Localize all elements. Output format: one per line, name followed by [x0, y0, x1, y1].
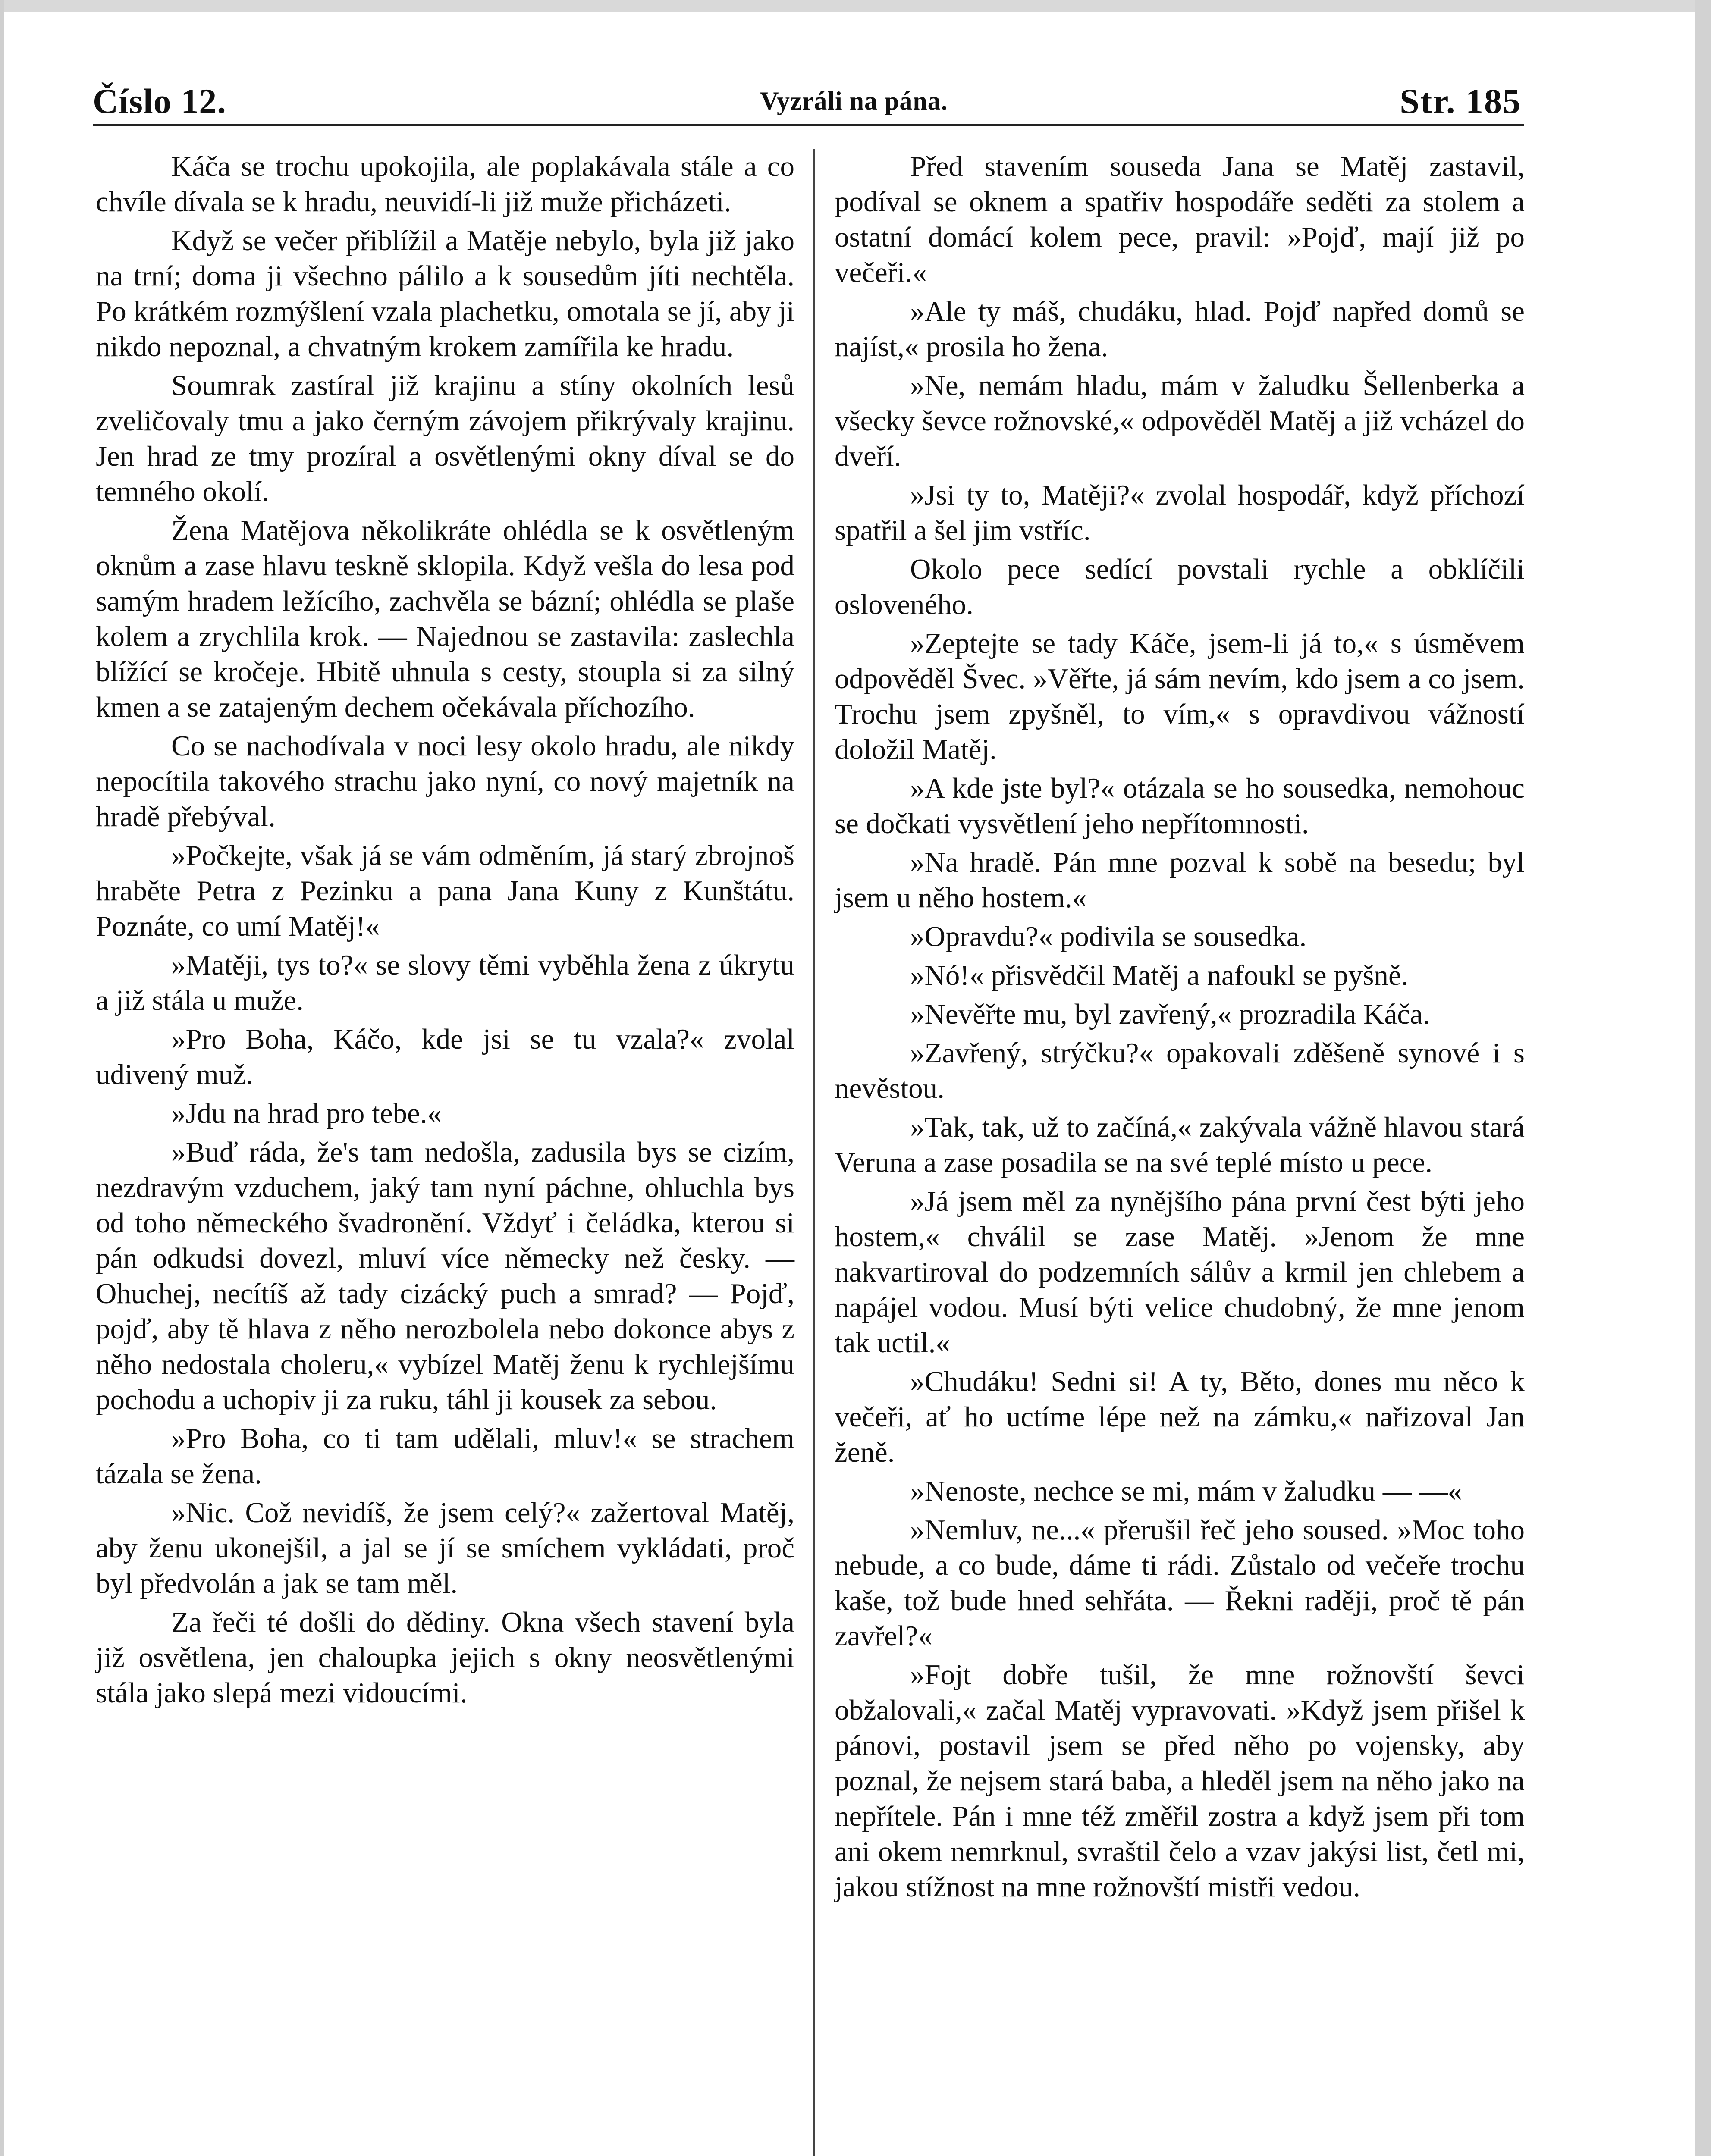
left-column	[96, 149, 794, 1711]
paragraph: »Ale ty máš, chudáku, hlad. Pojď napřed domů se najíst,« prosila ho žena.	[835, 295, 1525, 363]
header-rule	[93, 124, 1524, 126]
paragraph: »Nenoste, nechce se mi, mám v žaludku — —«	[910, 1475, 1463, 1507]
paragraph: »Tak, tak, už to začíná,« zakývala vážně hlavou stará Veruna a zase posadila se na své teplé místo u pece.	[835, 1111, 1525, 1178]
paragraph: Před stavením souseda Jana se Matěj zastavil, podíval se oknem a spatřiv hospodáře seděti za stolem a ostatní domácí kolem pece, pravil: »Pojď, mají již po večeři.«	[835, 150, 1525, 288]
paragraph: »Zavřený, strýčku?« opakovali zděšeně synové i s nevěstou.	[835, 1037, 1525, 1104]
paragraph: Soumrak zastíral již krajinu a stíny okolních lesů zveličovaly tmu a jako černým závojem přikrývaly krajinu. Jen hrad ze tmy prozíral a osvětlenými okny díval se do temného okolí.	[96, 370, 794, 508]
column-divider	[813, 149, 815, 2156]
paragraph: »Počkejte, však já se vám odměním, já starý zbrojnoš hraběte Petra z Pezinku a pana Jana Kuny z Kunštátu. Poznáte, co umí Matěj!«	[96, 840, 794, 942]
paragraph: »Pro Boha, Káčo, kde jsi se tu vzala?« zvolal udivený muž.	[96, 1023, 794, 1091]
paragraph: »Ne, nemám hladu, mám v žaludku Šellenberka a všecky ševce rožnovské,« odpověděl Matěj a již vcházel do dveří.	[835, 370, 1525, 472]
paragraph: »Matěji, tys to?« se slovy těmi vyběhla žena z úkrytu a již stála u muže.	[96, 949, 794, 1016]
right-column	[835, 149, 1525, 1905]
paragraph: »Na hradě. Pán mne pozval k sobě na besedu; byl jsem u něho hostem.«	[835, 846, 1525, 914]
paragraph: »Nó!« přisvědčil Matěj a nafoukl se pyšně.	[910, 959, 1409, 991]
paragraph: Za řeči té došli do dědiny. Okna všech stavení byla již osvětlena, jen chaloupka jejich s okny neosvětlenými stála jako slepá mezi vidoucími.	[96, 1606, 794, 1709]
paragraph: »Buď ráda, že's tam nedošla, zadusila bys se cizím, nezdravým vzduchem, jaký tam nyní páchne, ohluchla bys od toho německého švadronění. Vždyť i čeládka, kterou si pán odkudsi dovezl, mluví více německy než česky. — Ohuchej, necítíš až tady cizácký puch a smrad? — Pojď, pojď, aby tě hlava z něho nerozbolela nebo dokonce abys z něho nedostala choleru,« vybízel Matěj ženu k rychlejšímu pochodu a uchopiv ji za ruku, táhl ji kousek za sebou.	[96, 1136, 794, 1416]
paragraph: »Fojt dobře tušil, že mne rožnovští ševci obžalovali,« začal Matěj vypravovati. »Když jsem přišel k pánovi, postavil jsem se před něho po vojensky, aby poznal, že nejsem stará baba, a hleděl jsem na něho jako na nepřítele. Pán i mne též změřil zostra a když jsem při tom ani okem nemrknul, svraštil čelo a vzav jakýsi list, četl mi, jakou stížnost na mne rožnovští mistři vedou.	[835, 1659, 1525, 1903]
paragraph: »Nic. Což nevidíš, že jsem celý?« zažertoval Matěj, aby ženu ukonejšil, a jal se jí se smíchem vykládati, proč byl předvolán a jak se tam měl.	[96, 1497, 794, 1599]
scan-border-top	[0, 0, 1711, 12]
scan-border-right	[1695, 0, 1711, 2156]
paragraph: »Nemluv, ne...« přerušil řeč jeho soused. »Moc toho nebude, a co bude, dáme ti rádi. Zůstalo od večeře trochu kaše, tož bude hned sehřáta. — Řekni raději, proč tě pán zavřel?«	[835, 1514, 1525, 1652]
paragraph: »A kde jste byl?« otázala se ho sousedka, nemohouc se dočkati vysvětlení jeho nepřítomnosti.	[835, 772, 1525, 840]
issue-number: Číslo 12.	[93, 81, 226, 121]
paragraph: »Opravdu?« podivila se sousedka.	[910, 921, 1307, 953]
running-title: Vyzráli na pána.	[760, 87, 948, 115]
paragraph: Co se nachodívala v noci lesy okolo hradu, ale nikdy nepocítila takového strachu jako nyní, co nový majetník na hradě přebýval.	[96, 730, 794, 833]
paragraph: Žena Matějova několikráte ohlédla se k osvětleným oknům a zase hlavu teskně sklopila. Když vešla do lesa pod samým hradem ležícího, zachvěla se bázní; ohlédla se plaše kolem a zrychlila krok. — Najednou se zastavila: zaslechla blížící se kročeje. Hbitě uhnula s cesty, stoupla si za silný kmen a se zatajeným dechem očekávala příchozího.	[96, 514, 794, 723]
paragraph: »Pro Boha, co ti tam udělali, mluv!« se strachem tázala se žena.	[96, 1423, 794, 1490]
paragraph: »Já jsem měl za nynějšího pána první čest býti jeho hostem,« chválil se zase Matěj. »Jenom že mne nakvartiroval do podzemních sálův a krmil jen chlebem a napájel vodou. Musí býti velice chudobný, že mne jenom tak uctil.«	[835, 1185, 1525, 1359]
paragraph: Když se večer přiblížil a Matěje nebylo, byla již jako na trní; doma ji všechno pálilo a k sousedům jíti nechtěla. Po krátkém rozmýšlení vzala plachetku, omotala se jí, aby ji nikdo nepoznal, a chvatným krokem zamířila ke hradu.	[96, 225, 794, 363]
paragraph: »Nevěřte mu, byl zavřený,« prozradila Káča.	[910, 998, 1430, 1030]
page-number: Str. 185	[1400, 81, 1521, 121]
running-header	[0, 73, 1711, 121]
scan-border-left	[0, 0, 4, 2156]
paragraph: Káča se trochu upokojila, ale poplakávala stále a co chvíle dívala se k hradu, neuvidí-li již muže přicházeti.	[96, 150, 794, 218]
paragraph: »Chudáku! Sedni si! A ty, Běto, dones mu něco k večeři, ať ho uctíme lépe než na zámku,« nařizoval Jan ženě.	[835, 1366, 1525, 1468]
paragraph: »Jdu na hrad pro tebe.«	[171, 1097, 442, 1129]
paragraph: »Zeptejte se tady Káče, jsem-li já to,« s úsměvem odpověděl Švec. »Věřte, já sám nevím, kdo jsem a co jsem. Trochu jsem zpyšněl, to vím,« s opravdivou vážností doložil Matěj.	[835, 627, 1525, 765]
paragraph: Okolo pece sedící povstali rychle a obklíčili osloveného.	[835, 553, 1525, 620]
paragraph: »Jsi ty to, Matěji?« zvolal hospodář, když příchozí spatřil a šel jim vstříc.	[835, 479, 1525, 546]
